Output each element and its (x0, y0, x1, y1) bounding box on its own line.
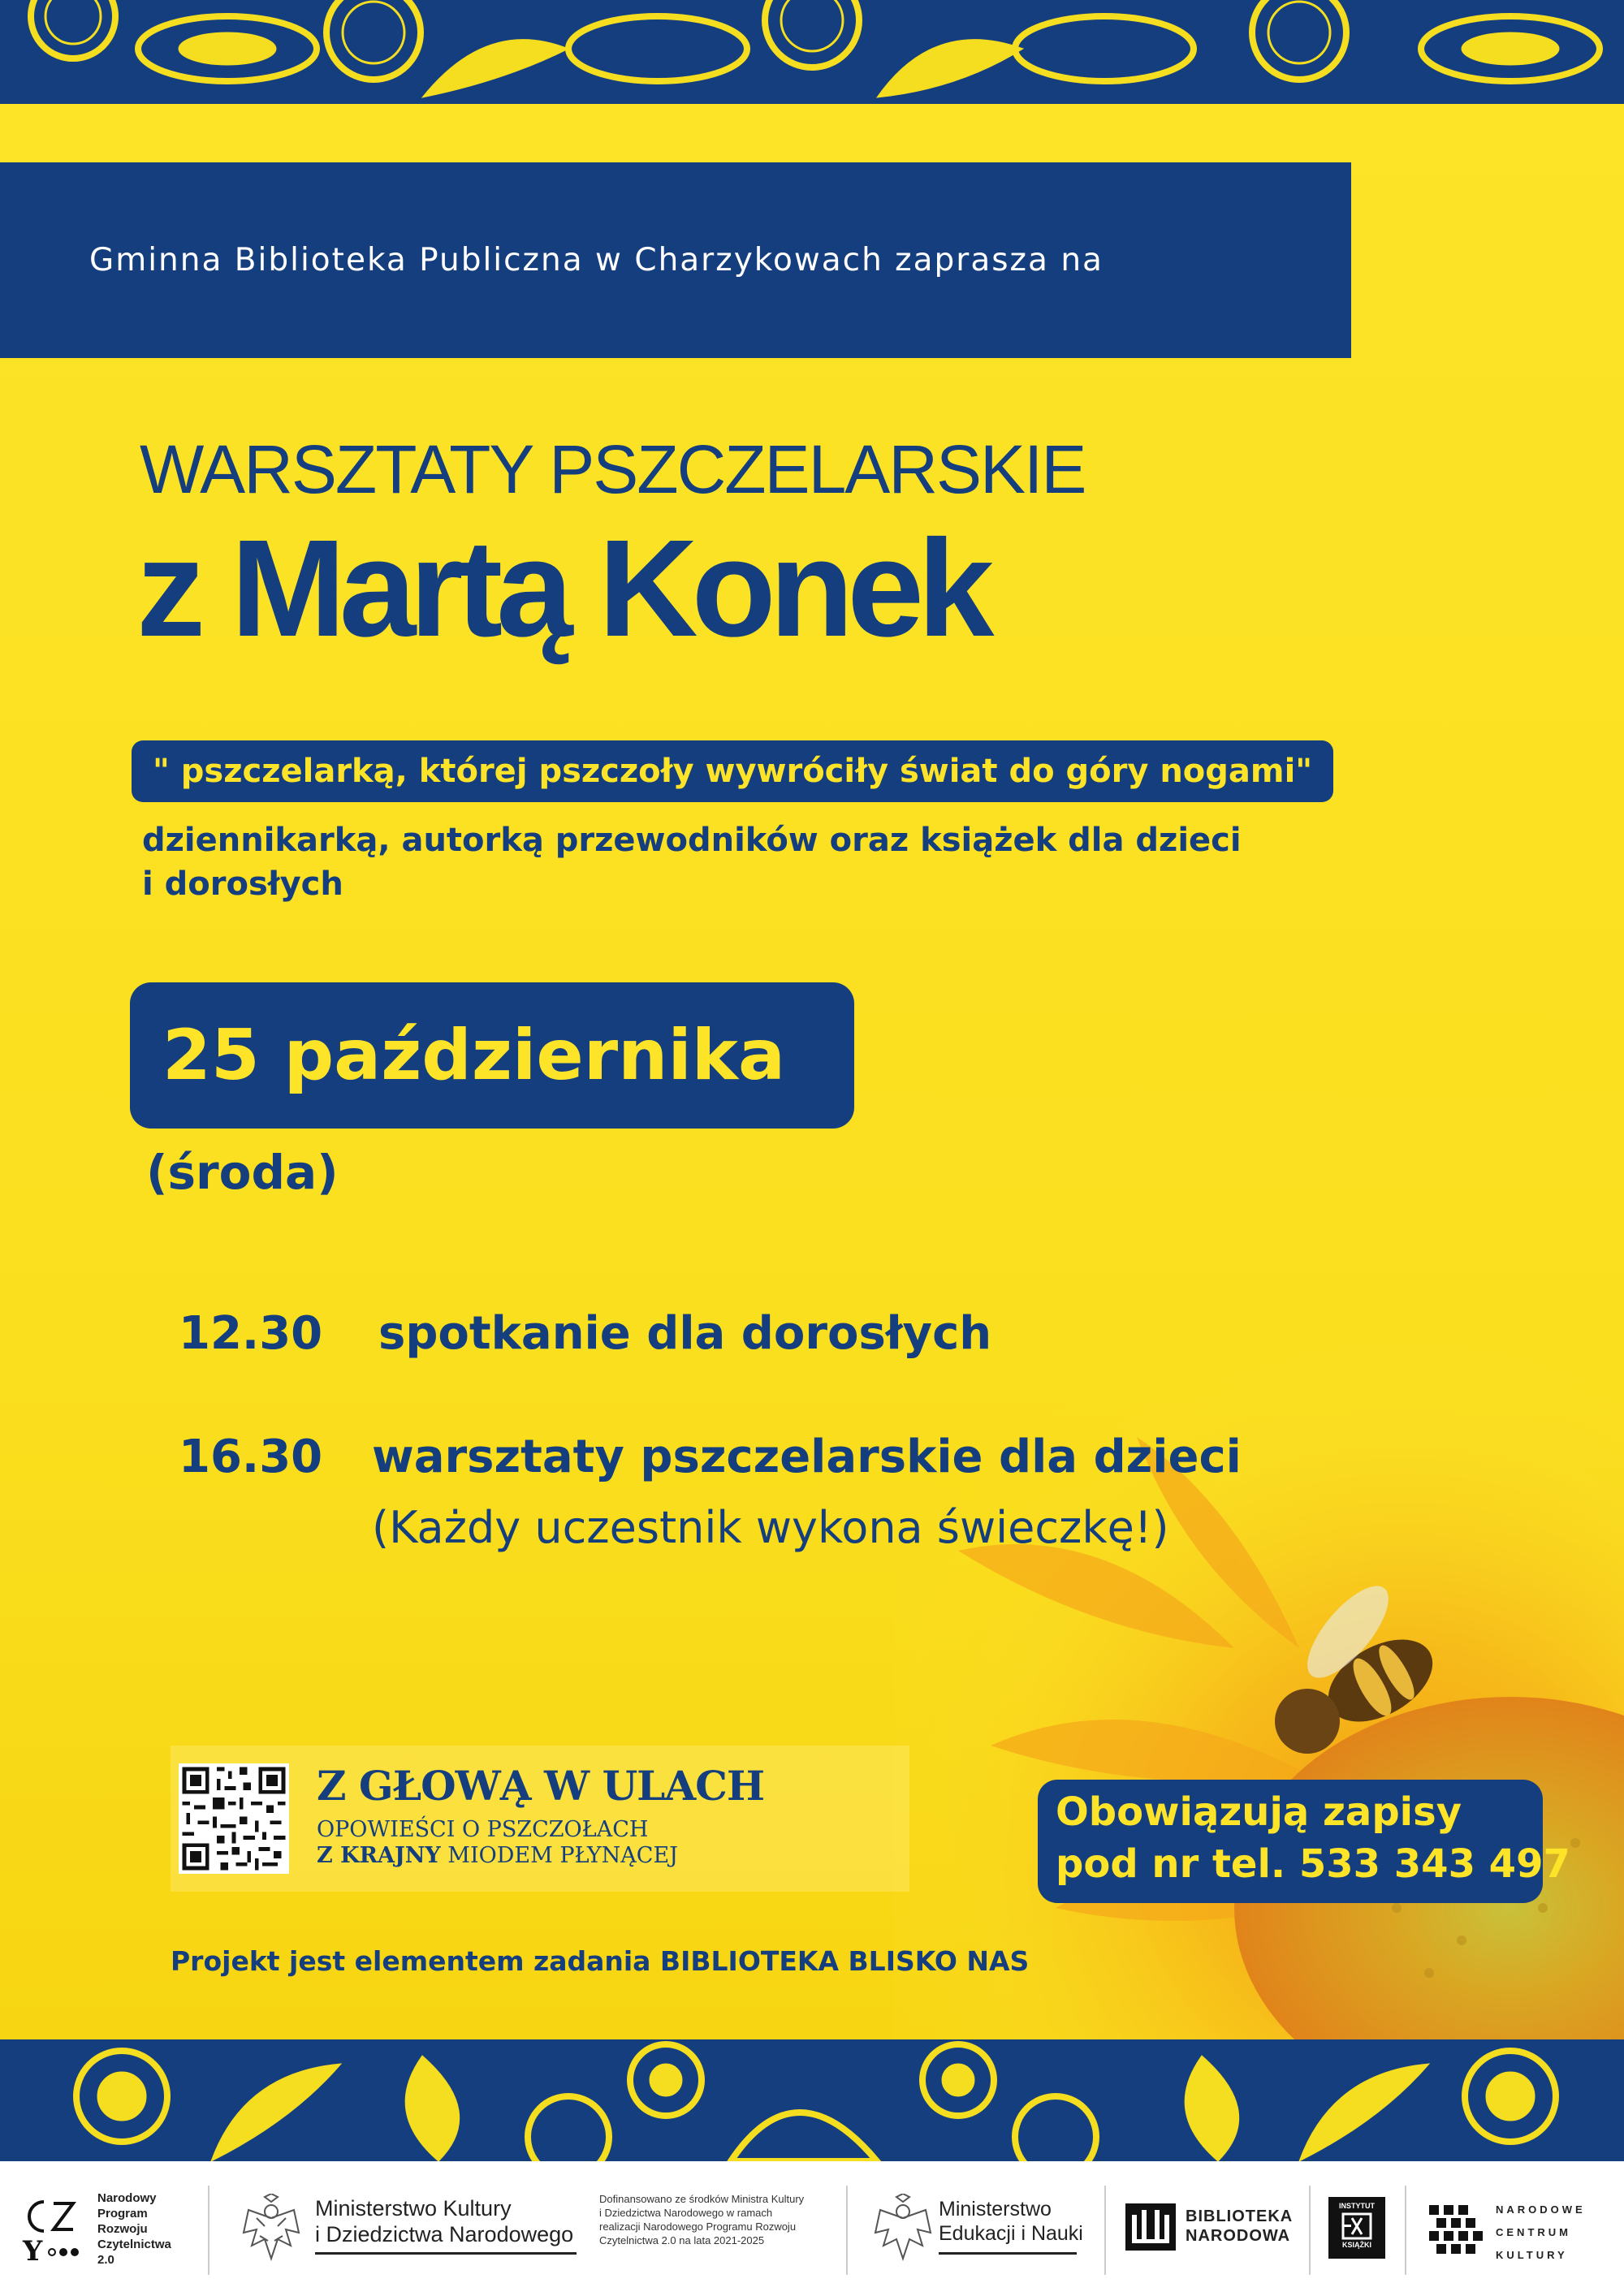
nck-line-2: CENTRUM (1496, 2226, 1571, 2238)
date-box (130, 982, 854, 1129)
mein-underline (939, 2252, 1077, 2255)
footer-separator (1104, 2186, 1106, 2275)
bn-logo-icon (1125, 2203, 1176, 2251)
sponsor-footer (0, 2161, 1624, 2296)
schedule-note: (Każdy uczestnik wykona świeczkę!) (372, 1502, 1169, 1553)
mein-eagle-icon (872, 2194, 934, 2262)
svg-text:Y: Y (23, 2235, 43, 2267)
footer-separator (1405, 2186, 1406, 2275)
title-line1: WARSZTATY PSZCZELARSKIE (140, 431, 1086, 507)
nprc-line-4: Czytelnictwa (97, 2238, 171, 2251)
nprc-text (97, 2190, 171, 2268)
mkidn-line-2: i Dziedzictwa Narodowego (315, 2222, 574, 2246)
folk-ornament-icon (0, 0, 1624, 104)
footer-separator (846, 2186, 848, 2275)
nprc-line-1: Narodowy (97, 2191, 157, 2205)
date-day: 25 października (162, 1015, 786, 1096)
mein-text (939, 2197, 1083, 2255)
bn-line-2: NARODOWA (1186, 2227, 1291, 2245)
funding-line-2: i Dziedzictwa Narodowego w ramach (599, 2207, 773, 2219)
schedule-event-2: warsztaty pszczelarskie dla dzieci (372, 1431, 1242, 1483)
brand-subtitle-2 (317, 1843, 678, 1868)
nprc-line-3: Rozwoju (97, 2222, 148, 2236)
nprc-logo-icon (21, 2194, 86, 2267)
bn-text (1186, 2207, 1293, 2246)
footer-separator (208, 2186, 209, 2275)
subtitle-line1: dziennikarką, autorką przewodników oraz książek dla dzieci (142, 822, 1242, 859)
mein-line-1: Ministerstwo (939, 2198, 1052, 2220)
header-text: Gminna Biblioteka Publiczna w Charzykowach zaprasza na (89, 242, 1104, 278)
nck-line-3: KULTURY (1496, 2249, 1568, 2261)
title-line2: z Martą Konek (136, 511, 988, 666)
subtitle (142, 818, 1246, 906)
mkidn-underline (315, 2252, 577, 2255)
schedule-time-2: 16.30 (179, 1431, 323, 1483)
funding-line-3: realizacji Narodowego Programu Rozwoju (599, 2220, 797, 2233)
nck-text (1496, 2199, 1586, 2267)
date-weekday: (środa) (146, 1145, 339, 1200)
footer-separator (1309, 2186, 1311, 2275)
bottom-ornament-band (0, 2039, 1624, 2161)
schedule-time-1: 12.30 (179, 1307, 323, 1360)
bn-line-1: BIBLIOTEKA (1186, 2208, 1294, 2225)
funding-line-1: Dofinansowano ze środków Ministra Kultury (599, 2193, 805, 2205)
project-note: Projekt jest elementem zadania BIBLIOTEKA BLISKO NAS (171, 1945, 1030, 1977)
qr-code-icon[interactable] (179, 1763, 289, 1874)
funding-line-4: Czytelnictwa 2.0 na lata 2021-2025 (599, 2234, 765, 2246)
quote-box: " pszczelarką, której pszczoły wywróciły świat do góry nogami" (132, 740, 1333, 802)
brand-title: Z GŁOWĄ W ULACH (317, 1762, 765, 1810)
ik-line-1: INSTYTUT (1339, 2202, 1375, 2210)
signup-line1: Obowiązują zapisy (1056, 1789, 1462, 1835)
brand-subtitle-bold: Z KRAJNY (317, 1843, 441, 1868)
folk-ornament-bottom-icon (0, 2039, 1624, 2161)
subtitle-line2: i dorosłych (142, 865, 343, 903)
schedule-event-1: spotkanie dla dorosłych (378, 1307, 992, 1360)
instytut-ksiazki-logo (1328, 2197, 1385, 2259)
brand-subtitle-rest: MIODEM PŁYNĄCEJ (447, 1843, 678, 1868)
funding-text (599, 2192, 804, 2247)
top-ornament-band (0, 0, 1624, 104)
signup-box (1038, 1780, 1570, 1903)
mkidn-line-1: Ministerstwo Kultury (315, 2196, 512, 2220)
nck-line-1: NARODOWE (1496, 2203, 1586, 2216)
nprc-line-5: 2.0 (97, 2253, 114, 2267)
nprc-logo (21, 2194, 86, 2267)
mkidn-text (315, 2195, 577, 2255)
signup-phone[interactable]: pod nr tel. 533 343 497 (1056, 1841, 1570, 1887)
nprc-line-2: Program (97, 2207, 148, 2220)
nck-logo-icon (1426, 2202, 1484, 2259)
ik-book-icon (1341, 2212, 1373, 2241)
ik-line-2: KSIĄŻKI (1342, 2241, 1371, 2249)
mkidn-eagle-icon (240, 2194, 302, 2262)
header-bar (0, 162, 1351, 358)
brand-subtitle-1: OPOWIEŚCI O PSZCZOŁACH (317, 1817, 649, 1842)
project-brand-box (171, 1746, 909, 1892)
mein-line-2: Edukacji i Nauki (939, 2222, 1083, 2245)
